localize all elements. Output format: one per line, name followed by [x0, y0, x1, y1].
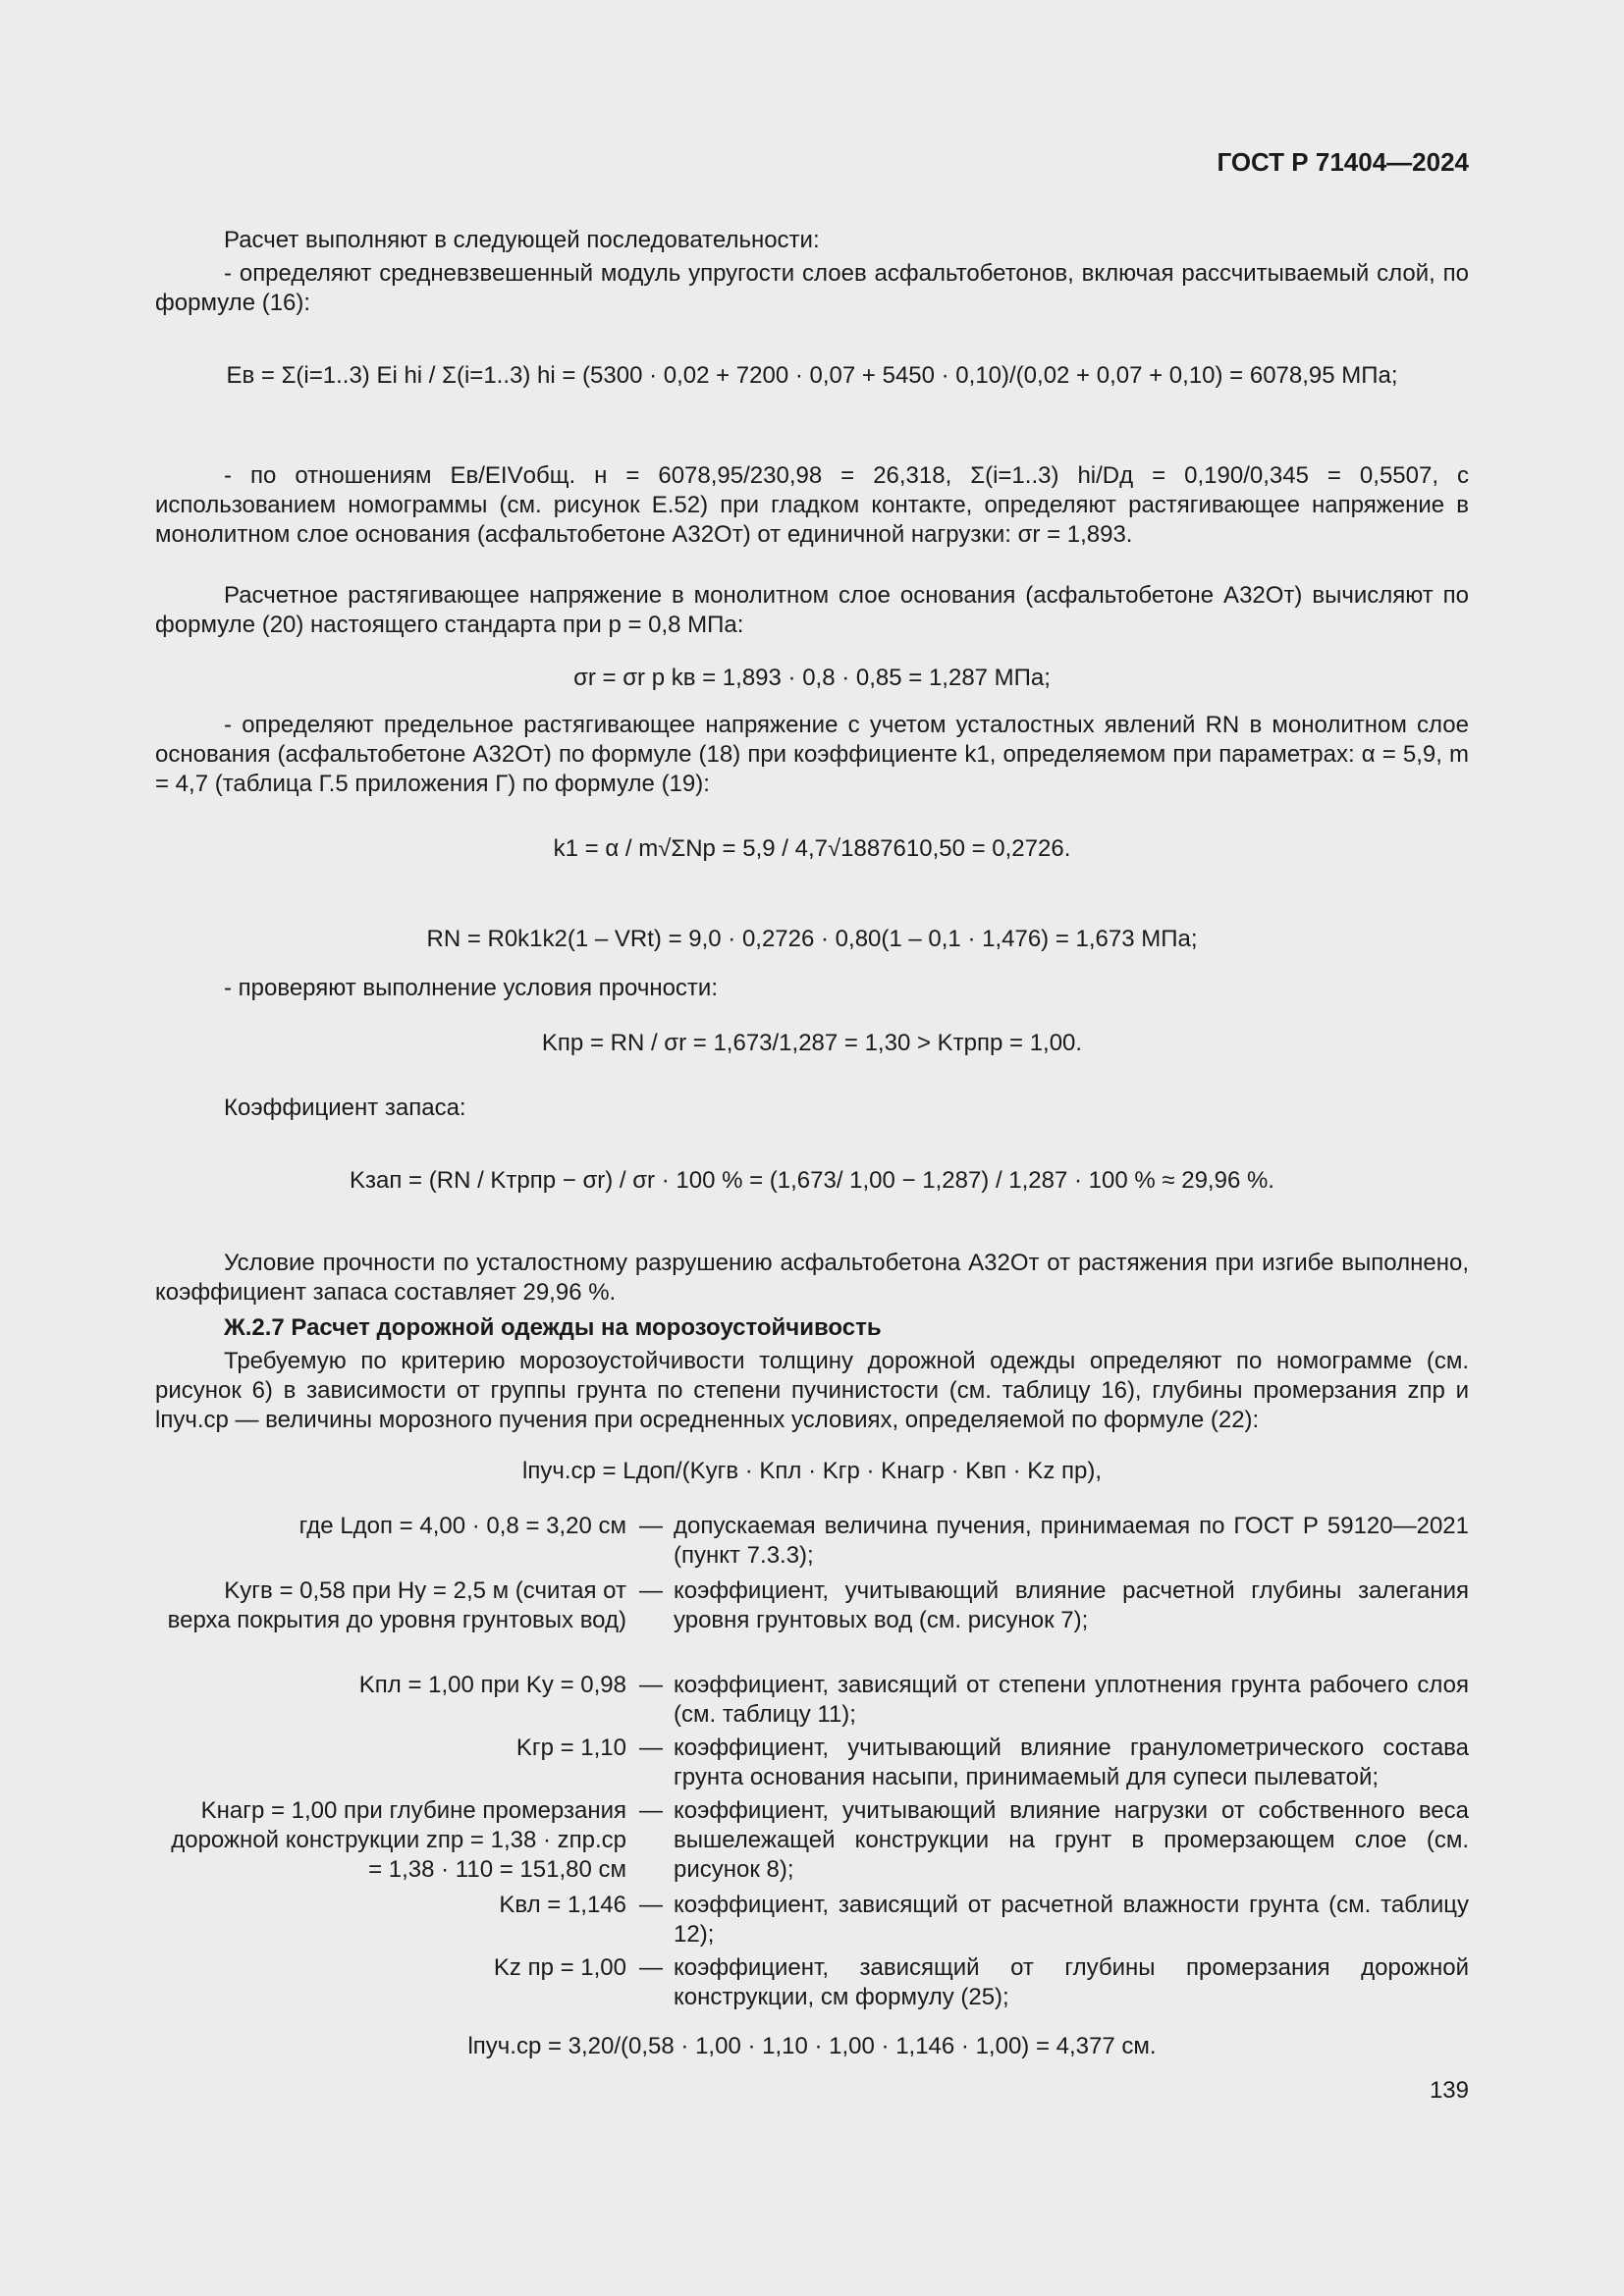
paragraph: - проверяют выполнение условия прочности:	[224, 975, 718, 1001]
formula-sigma: σr = σr p kв = 1,893 · 0,8 · 0,85 = 1,287 МПа;	[573, 665, 1051, 691]
formula-kzap: Kзап = (RN / Kтрпр − σr) / σr · 100 % = (1,673/ 1,00 − 1,287) / 1,287 · 100 % ≈ 29,96 %.	[350, 1167, 1274, 1194]
paragraph: Условие прочности по усталостному разрушению асфальтобетона А32Oт от растяжения при изгибе выполнено, коэффициент запаса составляет 29,96 %.	[155, 1250, 1469, 1306]
definition-term: Kгр = 1,10	[515, 1735, 626, 1761]
definition-dash: —	[639, 1797, 663, 1824]
definition-term: Kпл = 1,00 при Kу = 0,98	[358, 1672, 626, 1698]
paragraph: - определяют предельное растягивающее напряжение с учетом усталостных явлений RN в монолитном слое основания (асфальтобетоне А32Oт) по формуле (18) при коэффициенте k1, определяемом при параметрах: α = 5,9, m = 4,7 (таблица Г.5 приложения Г) по формуле (19):	[155, 712, 1469, 797]
definition-term: Kугв = 0,58 при Hу = 2,5 м (считая от верха покрытия до уровня грунтовых вод)	[167, 1577, 626, 1633]
definition-dash: —	[639, 1672, 663, 1698]
definition-text: коэффициент, учитывающий влияние гранулометрического состава грунта основания насыпи, принимаемый для супеси пылеватой;	[674, 1735, 1469, 1790]
page-number: 139	[1429, 2077, 1469, 2104]
definition-text: допускаемая величина пучения, принимаемая по ГОСТ Р 59120—2021 (пункт 7.3.3);	[674, 1513, 1469, 1569]
definition-dash: —	[639, 1577, 663, 1604]
definition-dash: —	[639, 1954, 663, 1981]
definition-text: коэффициент, учитывающий влияние расчетной глубины залегания уровня грунтовых вод (см. рисунок 7);	[674, 1577, 1469, 1633]
definition-dash: —	[639, 1513, 663, 1539]
paragraph: Расчетное растягивающее напряжение в монолитном слое основания (асфальтобетоне А32Oт) вычисляют по формуле (20) настоящего стандарта при p = 0,8 МПа:	[155, 582, 1469, 638]
definition-dash: —	[639, 1735, 663, 1761]
paragraph: Требуемую по критерию морозоустойчивости толщину дорожной одежды определяют по номограмме (см. рисунок 6) в зависимости от группы грунта по степени пучинистости (см. таблицу 16), глубины промерзания zпр и lпуч.ср — величины морозного пучения при осредненных условиях, определяемой по формуле (22):	[155, 1348, 1469, 1433]
section-heading: Ж.2.7 Расчет дорожной одежды на морозоустойчивость	[224, 1314, 882, 1341]
definition-term: где Lдоп = 4,00 · 0,8 = 3,20 см	[298, 1513, 626, 1539]
formula-16: Eв = Σ(i=1..3) Ei hi / Σ(i=1..3) hi = (5300 · 0,02 + 7200 · 0,07 + 5450 · 0,10)/(0,02 + 0,07 + 0,10) = 6078,95 МПа;	[226, 362, 1398, 389]
definition-text: коэффициент, зависящий от глубины промерзания дорожной конструкции, см формулу (25);	[674, 1954, 1469, 2010]
definition-term: Kнагр = 1,00 при глубине промерзания дорожной конструкции zпр = 1,38 · zпр.ср = 1,38 · 110 = 151,80 см	[171, 1797, 626, 1883]
formula-22: lпуч.ср = Lдоп/(Kугв · Kпл · Kгр · Kнагр · Kвп · Kz пр),	[522, 1458, 1102, 1484]
paragraph: Расчет выполняют в следующей последовательности:	[224, 227, 820, 253]
definition-term: Kz пр = 1,00	[493, 1954, 626, 1981]
definition-text: коэффициент, зависящий от расчетной влажности грунта (см. таблицу 12);	[674, 1892, 1469, 1948]
formula-k1: k1 = α / m√ΣNр = 5,9 / 4,7√1887610,50 = 0,2726.	[553, 835, 1071, 862]
definition-dash: —	[639, 1892, 663, 1918]
document-header: ГОСТ Р 71404—2024	[1217, 147, 1469, 177]
paragraph: - по отношениям Eв/EIVобщ. н = 6078,95/230,98 = 26,318, Σ(i=1..3) hi/Dд = 0,190/0,345 = 0,5507, с использованием номограммы (см. рисунок Е.52) при гладком контакте, определяют растягивающее напряжение в монолитном слое основания (асфальтобетоне А32Oт) от единичной нагрузки: σr = 1,893.	[155, 462, 1469, 548]
formula-result: lпуч.ср = 3,20/(0,58 · 1,00 · 1,10 · 1,00 · 1,146 · 1,00) = 4,377 см.	[467, 2033, 1157, 2059]
definition-text: коэффициент, учитывающий влияние нагрузки от собственного веса вышележащей конструкции на грунт в промерзающем слое (см. рисунок 8);	[674, 1797, 1469, 1883]
definition-text: коэффициент, зависящий от степени уплотнения грунта рабочего слоя (см. таблицу 11);	[674, 1672, 1469, 1728]
definition-term: Kвл = 1,146	[499, 1892, 626, 1918]
paragraph: Коэффициент запаса:	[224, 1095, 466, 1121]
paragraph: - определяют средневзвешенный модуль упругости слоев асфальтобетонов, включая рассчитываемый слой, по формуле (16):	[155, 260, 1469, 316]
formula-kpr: Kпр = RN / σr = 1,673/1,287 = 1,30 > Kтрпр = 1,00.	[541, 1030, 1083, 1056]
formula-rn: RN = R0k1k2(1 – VRt) = 9,0 · 0,2726 · 0,80(1 – 0,1 · 1,476) = 1,673 МПа;	[426, 926, 1198, 952]
